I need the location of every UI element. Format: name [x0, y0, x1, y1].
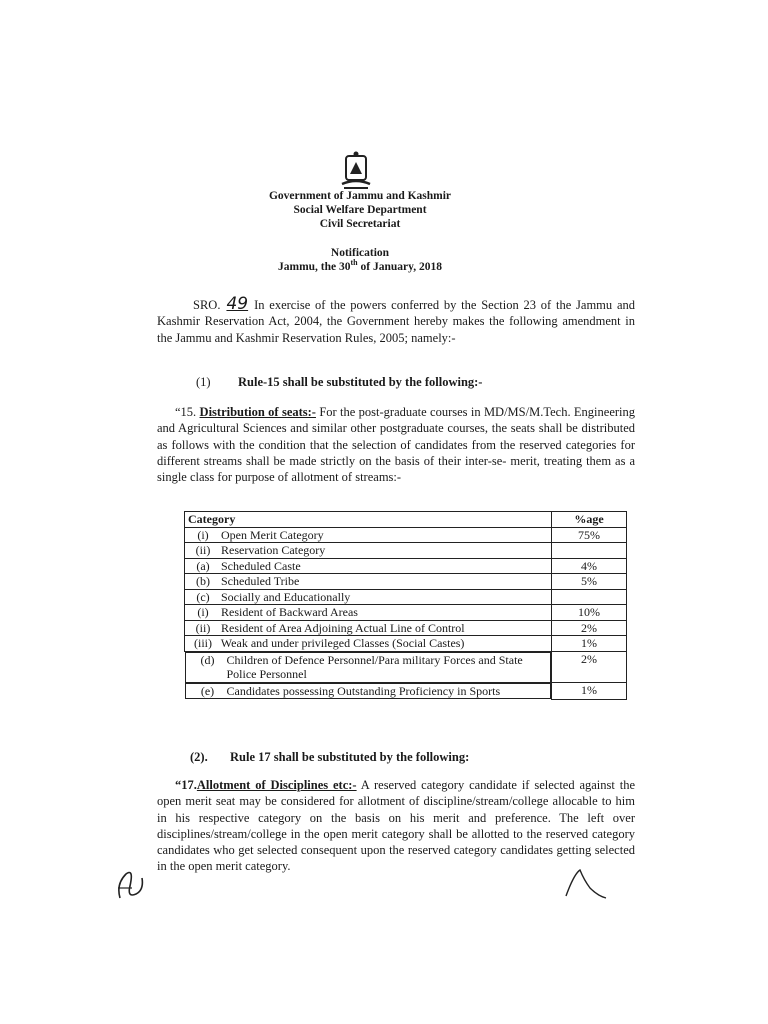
table-row: (c) Socially and Educationally [185, 589, 627, 605]
table-header-row [185, 512, 627, 528]
sro-text: In exercise of the powers conferred by the Section 23 of the Jammu and Kashmir Reservation Act, 2004, the Government hereby makes the following amendment in the Jammu and Kashmir Reservation Rules, 2005; namely:- [157, 298, 635, 345]
table-row: (b) Scheduled Tribe 5% [185, 574, 627, 590]
col-percent-header: %age [552, 512, 627, 528]
initial-mark-icon [560, 866, 610, 900]
sro-number: 49 [226, 294, 249, 314]
table-row: (d) Children of Defence Personnel/Para military Forces and State Police Personnel 2% [185, 651, 627, 683]
table-row: (iii) Weak and under privileged Classes (Social Castes) 1% [185, 636, 627, 652]
table-row: (i) Open Merit Category 75% [185, 527, 627, 543]
govt-name: Government of Jammu and Kashmir [268, 190, 452, 202]
sro-paragraph [157, 296, 635, 346]
signature-mark-icon [112, 858, 152, 904]
table-row: (ii) Resident of Area Adjoining Actual Line of Control 2% [185, 620, 627, 636]
notification-title: Notification [330, 247, 390, 259]
table-row: (ii) Reservation Category [185, 543, 627, 559]
rule17-paragraph: “17.Allotment of Disciplines etc:- A reserved category candidate if selected against the open merit seat may be considered for allotment of discipline/stream/college allocable to him in his respective category on the basis on his merit and preference. The left over disciplines/stream/college in the open merit category shall be allotted to the reserved category candidates who get selected consequent upon the reserved category candidates getting selected in the open merit category. [157, 778, 636, 874]
sro-prefix: SRO. [193, 298, 221, 312]
department-name: Social Welfare Department [293, 204, 427, 216]
secretariat-name: Civil Secretariat [319, 218, 401, 230]
category-table [184, 511, 627, 700]
rule15-title: Distribution of seats:- [199, 405, 316, 419]
table-row: (i) Resident of Backward Areas 10% [185, 605, 627, 621]
table-row: (e) Candidates possessing Outstanding Proficiency in Sports 1% [185, 683, 627, 700]
rule2-heading: (2). Rule 17 shall be substituted by the following: [190, 750, 470, 764]
notification-date: Jammu, the 30th of January, 2018 [278, 258, 442, 273]
rule15-paragraph: “15. Distribution of seats:- For the post-graduate courses in MD/MS/M.Tech. Engineering and Agricultural Sciences and similar other postgraduate courses, the seats shall be distributed as follows with the condition that the selection of candidates from the reserved categories for different streams shall be made strictly on the basis of their inter-se- merit, treating them as a single class for purpose of allotment of streams:- [157, 405, 636, 485]
rule17-title: Allotment of Disciplines etc:- [196, 778, 357, 792]
table-row: (a) Scheduled Caste 4% [185, 558, 627, 574]
rule1-heading: (1) Rule-15 shall be substituted by the following:- [196, 375, 483, 389]
col-category-header: Category [185, 512, 552, 528]
state-emblem-icon [339, 150, 373, 190]
